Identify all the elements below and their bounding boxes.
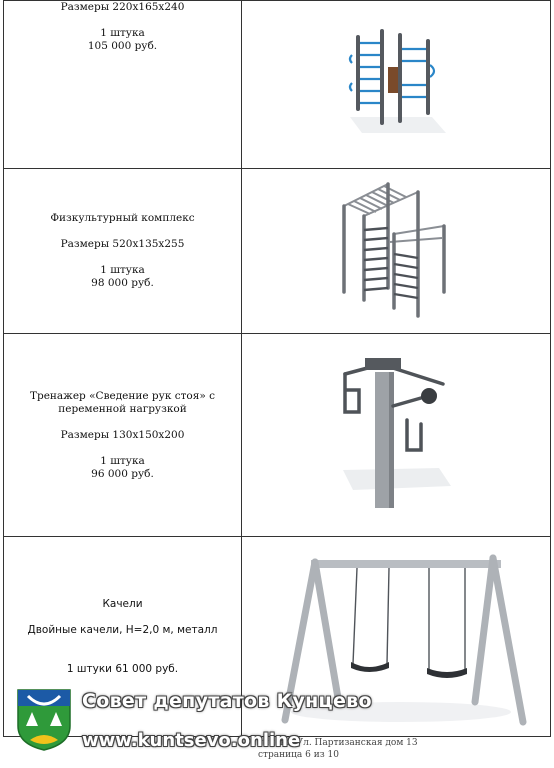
swing-seat-right <box>427 668 467 678</box>
item-size: Размеры 130х150х200 <box>60 428 185 441</box>
footer-page-number: страница 6 из 10 <box>258 750 339 760</box>
swing-seat-left <box>351 662 389 672</box>
row-image-cell <box>242 1 551 169</box>
swing-beam <box>311 560 501 568</box>
table-row <box>4 334 551 537</box>
footer-address: унцево, Ул. Партизанская дом 13 <box>258 738 418 748</box>
kuntsevo-coat-of-arms-icon <box>14 686 74 752</box>
weight-disc <box>421 388 437 404</box>
item-title: Качели <box>102 597 143 610</box>
item-size: Размеры 520х135х255 <box>60 238 185 250</box>
item-size: Размеры 220х165х240 <box>60 1 185 13</box>
item-quantity: 1 штука <box>100 27 145 39</box>
item-title: Тренажер «Сведение рук стоя» с переменной нагрузкой <box>29 389 216 415</box>
item-size: Двойные качели, Н=2,0 м, металл <box>27 623 218 636</box>
item-price: 98 000 руб. <box>91 277 154 289</box>
row-image-cell <box>242 334 551 537</box>
trainer-head <box>365 358 401 370</box>
row-description <box>4 334 242 537</box>
item-title: Физкультурный комплекс <box>50 212 195 224</box>
item-quantity-price: 1 штуки 61 000 руб. <box>66 662 179 675</box>
watermark-website: www.kuntsevo.online <box>82 730 301 751</box>
table-row <box>4 169 551 334</box>
table-row <box>4 1 551 169</box>
climbing-frame-image <box>336 25 456 145</box>
row-image-cell <box>242 169 551 334</box>
arm-trainer-image <box>331 350 461 520</box>
item-quantity: 1 штука <box>100 264 145 276</box>
fitness-complex-image <box>334 176 458 326</box>
item-quantity: 1 штука <box>100 454 145 467</box>
row-description <box>4 169 242 334</box>
item-price: 96 000 руб. <box>91 467 154 480</box>
watermark-council-name: Совет депутатов Кунцево <box>82 690 372 712</box>
equipment-table <box>3 0 551 737</box>
item-price: 105 000 руб. <box>87 40 158 52</box>
row-description <box>4 1 242 169</box>
